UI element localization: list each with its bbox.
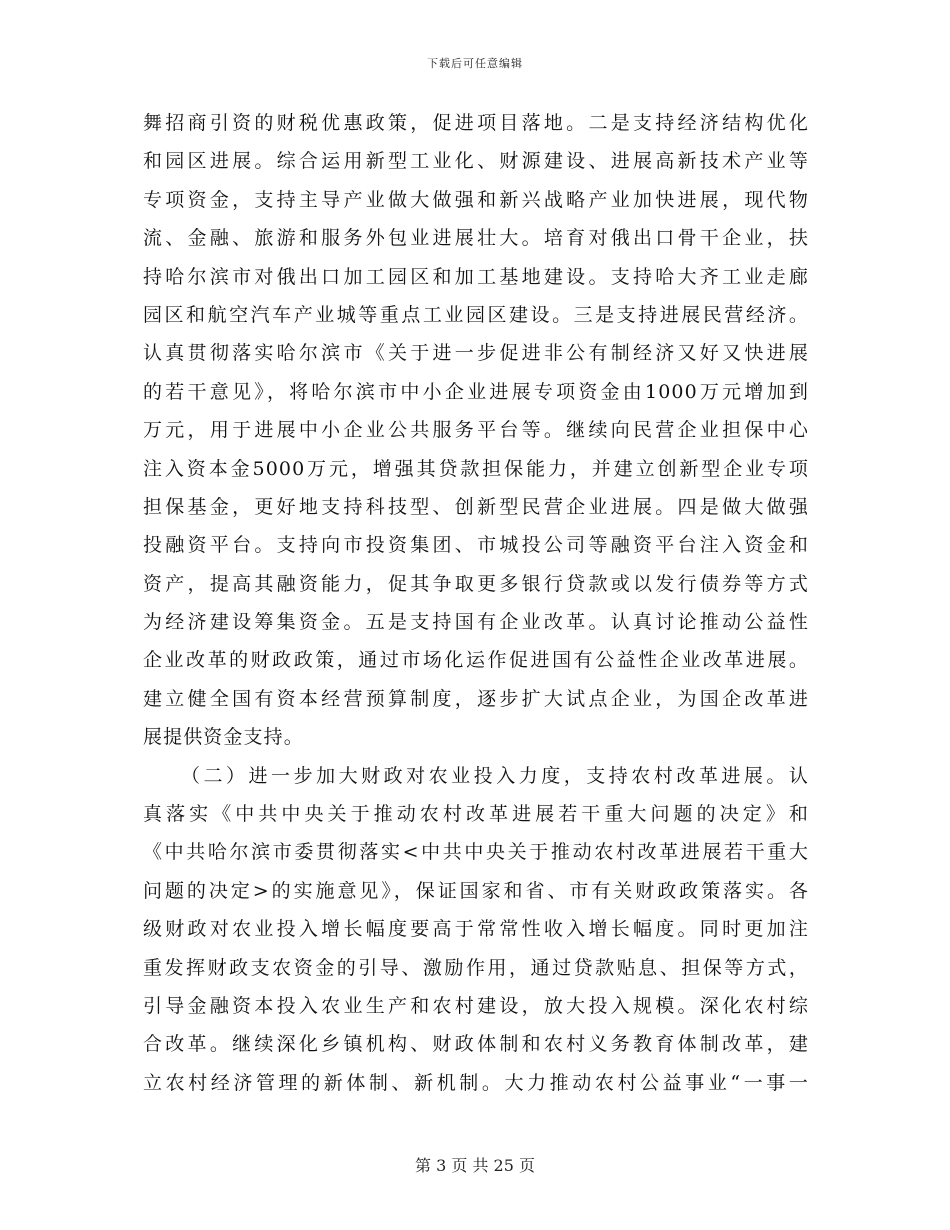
text-line: 为经济建设筹集资金。五是支持国有企业改革。认真讨论推动公益性 [143, 611, 809, 634]
text-line: 问题的决定>的实施意见》，保证国家和省、市有关财政政策落实。各 [143, 879, 809, 902]
text-line: 万元，用于进展中小企业公共服务平台等。继续向民营企业担保中心 [143, 419, 809, 442]
page-header-note: 下载后可任意编辑 [427, 57, 523, 70]
text-line: 和园区进展。综合运用新型工业化、财源建设、进展高新技术产业等 [143, 150, 809, 173]
text-line: 投融资平台。支持向市投资集团、市城投公司等融资平台注入资金和 [143, 534, 809, 557]
text-line: 重发挥财政支农资金的引导、激励作用，通过贷款贴息、担保等方式， [143, 956, 809, 979]
text-line: 舞招商引资的财税优惠政策，促进项目落地。二是支持经济结构优化 [143, 112, 809, 134]
text-line: 立农村经济管理的新体制、新机制。大力推动农村公益事业“一事一 [143, 1071, 809, 1094]
text-line: 合改革。继续深化乡镇机构、财政体制和农村义务教育体制改革，建 [143, 1033, 809, 1056]
text-line: 真落实《中共中央关于推动农村改革进展若干重大问题的决定》和 [143, 803, 809, 826]
page-number: 第 3 页 共 25 页 [415, 1156, 535, 1175]
text-line: 引导金融资本投入农业生产和农村建设，放大投入规模。深化农村综 [143, 994, 809, 1017]
text-line: 级财政对农业投入增长幅度要高于常常性收入增长幅度。同时更加注 [143, 918, 809, 941]
text-line: 展提供资金支持。 [143, 726, 304, 749]
text-line: 的若干意见》，将哈尔滨市中小企业进展专项资金由1000万元增加到 [143, 380, 809, 403]
text-line: 园区和航空汽车产业城等重点工业园区建设。三是支持进展民营经济。 [143, 303, 809, 326]
text-line: 认真贯彻落实哈尔滨市《关于进一步促进非公有制经济又好又快进展 [143, 342, 809, 365]
text-line: 持哈尔滨市对俄出口加工园区和加工基地建设。支持哈大齐工业走廊 [143, 265, 809, 288]
text-line: 流、金融、旅游和服务外包业进展壮大。培育对俄出口骨干企业，扶 [143, 227, 809, 250]
text-line: 担保基金，更好地支持科技型、创新型民营企业进展。四是做大做强 [143, 495, 809, 518]
text-line: 注入资本金5000万元，增强其贷款担保能力，并建立创新型企业专项 [143, 457, 809, 480]
text-line: 资产，提高其融资能力，促其争取更多银行贷款或以发行债券等方式 [143, 572, 809, 595]
text-line: 《中共哈尔滨市委贯彻落实<中共中央关于推动农村改革进展若干重大 [143, 841, 809, 864]
text-line: 专项资金，支持主导产业做大做强和新兴战略产业加快进展，现代物 [143, 188, 809, 211]
text-line-indented: （二）进一步加大财政对农业投入力度，支持农村改革进展。认 [181, 764, 809, 787]
document-body [143, 104, 809, 1102]
text-line: 建立健全国有资本经营预算制度，逐步扩大试点企业，为国企改革进 [143, 687, 809, 710]
text-line: 企业改革的财政政策，通过市场化运作促进国有公益性企业改革进展。 [143, 649, 809, 672]
